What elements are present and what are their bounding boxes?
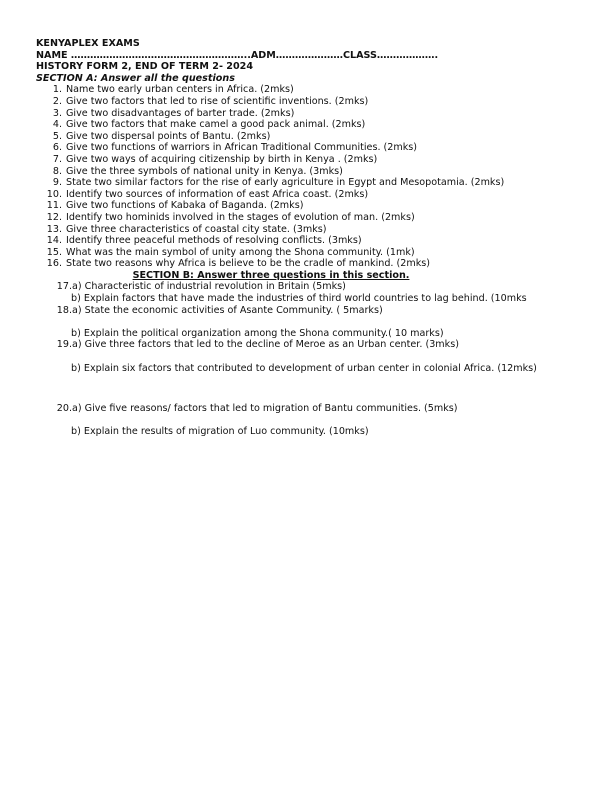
question-part-a: a) Give five reasons/ factors that led to migration of Bantu communities. (5mks) xyxy=(72,402,458,414)
question-number: 14. xyxy=(46,235,62,247)
exam-title: HISTORY FORM 2, END OF TERM 2- 2024 xyxy=(36,61,254,73)
question-item xyxy=(36,108,596,120)
question-number: 18. xyxy=(56,304,72,316)
section-a-heading: SECTION A: Answer all the questions xyxy=(36,72,235,84)
question-text: Give two functions of warriors in African Traditional Communities. (2mks) xyxy=(66,142,418,154)
question-item xyxy=(36,84,596,96)
question-item xyxy=(36,131,596,143)
question-18 xyxy=(36,305,596,317)
question-item xyxy=(36,189,596,201)
question-item xyxy=(36,212,596,224)
question-number: 19. xyxy=(56,339,72,351)
section-a-list xyxy=(36,84,596,270)
exam-page xyxy=(36,38,596,438)
question-part-b: b) Explain factors that have made the industries of third world countries to lag behind. (10mks xyxy=(71,293,527,305)
question-item xyxy=(36,154,596,166)
question-number: 3. xyxy=(52,107,62,119)
question-item xyxy=(36,96,596,108)
question-item xyxy=(36,258,596,270)
question-item xyxy=(36,235,596,247)
question-item xyxy=(36,224,596,236)
question-text: Give two factors that make camel a good pack animal. (2mks) xyxy=(66,119,366,131)
question-20 xyxy=(36,403,596,415)
question-text: Identify two hominids involved in the stages of evolution of man. (2mks) xyxy=(66,211,415,223)
question-number: 15. xyxy=(46,246,62,258)
question-text: Give two functions of Kabaka of Baganda. (2mks) xyxy=(66,200,304,212)
question-number: 2. xyxy=(52,95,62,107)
question-17 xyxy=(36,281,596,293)
question-text: State two reasons why Africa is believe to be the cradle of mankind. (2mks) xyxy=(66,258,431,270)
question-item xyxy=(36,142,596,154)
question-number: 16. xyxy=(46,258,62,270)
question-number: 13. xyxy=(46,223,62,235)
question-item xyxy=(36,247,596,259)
question-item xyxy=(36,119,596,131)
question-number: 11. xyxy=(46,200,62,212)
question-number: 20. xyxy=(56,402,72,414)
question-number: 4. xyxy=(52,119,62,131)
question-text: Give two ways of acquiring citizenship by birth in Kenya . (2mks) xyxy=(66,153,378,165)
question-number: 10. xyxy=(46,188,62,200)
question-number: 8. xyxy=(52,165,62,177)
question-text: Give three characteristics of coastal city state. (3mks) xyxy=(66,223,327,235)
question-part-a: a) Characteristic of industrial revolution in Britain (5mks) xyxy=(72,281,346,293)
question-number: 7. xyxy=(52,153,62,165)
question-part-a: a) State the economic activities of Asante Community. ( 5marks) xyxy=(72,304,383,316)
question-item xyxy=(36,166,596,178)
question-text: State two similar factors for the rise of early agriculture in Egypt and Mesopotamia. (2mks) xyxy=(66,177,505,189)
question-number: 5. xyxy=(52,130,62,142)
question-text: Give two disadvantages of barter trade. (2mks) xyxy=(66,107,295,119)
question-text: Give two factors that led to rise of scientific inventions. (2mks) xyxy=(66,95,369,107)
question-part-b: b) Explain the political organization among the Shona community.( 10 marks) xyxy=(71,327,444,339)
question-text: Identify three peaceful methods of resolving conflicts. (3mks) xyxy=(66,235,362,247)
question-text: Identify two sources of information of east Africa coast. (2mks) xyxy=(66,188,369,200)
question-part-b: b) Explain the results of migration of Luo community. (10mks) xyxy=(71,426,369,437)
question-part-b: b) Explain six factors that contributed to development of urban center in colonial Africa. (12mks) xyxy=(71,362,537,374)
student-details-line: NAME ………………………………………………..ADM…………………CLASS………………. xyxy=(36,49,439,61)
question-number: 12. xyxy=(46,211,62,223)
question-number: 6. xyxy=(52,142,62,154)
question-19 xyxy=(36,339,596,351)
question-text: Name two early urban centers in Africa. (2mks) xyxy=(66,84,294,96)
question-text: Give the three symbols of national unity in Kenya. (3mks) xyxy=(66,165,343,177)
question-item xyxy=(36,200,596,212)
section-b-heading: SECTION B: Answer three questions in this section. xyxy=(132,269,410,281)
school-name: KENYAPLEX EXAMS xyxy=(36,38,140,49)
question-text: What was the main symbol of unity among the Shona community. (1mk) xyxy=(66,246,415,258)
question-text: Give two dispersal points of Bantu. (2mks) xyxy=(66,130,271,142)
question-item xyxy=(36,177,596,189)
question-part-a: a) Give three factors that led to the decline of Meroe as an Urban center. (3mks) xyxy=(72,339,459,351)
question-number: 9. xyxy=(52,177,62,189)
question-number: 17. xyxy=(56,281,72,293)
question-number: 1. xyxy=(52,84,62,96)
